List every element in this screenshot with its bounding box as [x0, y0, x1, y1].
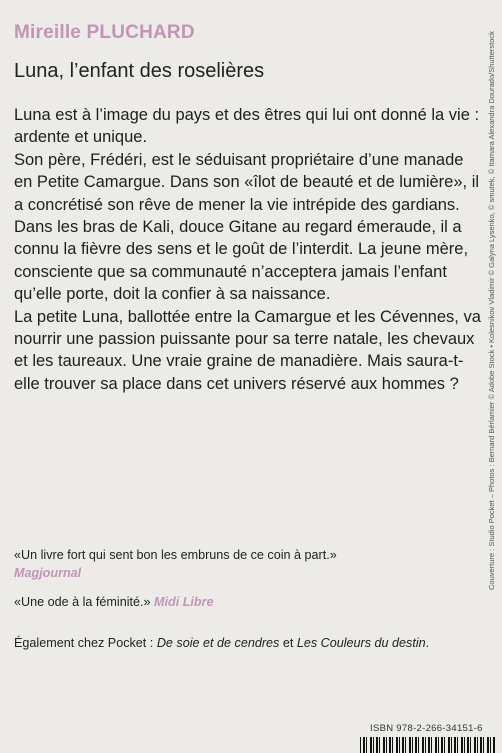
also-book-2: Les Couleurs du destin: [296, 636, 426, 650]
blurb-paragraph-1: Luna est à l’image du pays et des êtres qui lui ont donné la vie : ardente et unique.: [14, 106, 480, 147]
also-joiner: et: [279, 636, 297, 650]
author-name: Mireille PLUCHARD: [14, 22, 195, 43]
quote-text: «Une ode à la féminité.»: [14, 595, 151, 609]
quote-source: Magjournal: [14, 566, 82, 580]
press-quote-2: [14, 593, 484, 611]
also-available: [14, 634, 484, 652]
photo-credits: Couverture : Studio Pocket – Photos : Bernard Bérlamier © Adobe Stock • Kolesnikov Vladimir © Galyna Lysenko, © smutek, © Itamara Alexandra Dourado/Shutterstock: [487, 31, 496, 590]
quote-source: Midi Libre: [154, 595, 214, 609]
blurb-paragraph-2: Son père, Frédéri, est le séduisant propriétaire d’une manade en Petite Camargue. Dans son «îlot de beauté et de lumière», il a concrétisé son rêve de mener la vie intrépide des gardians. Dans les bras de Kali, douce Gitane au regard émeraude, il a connu la fièvre des sens et le goût de l’interdit. La jeune mère, consciente que sa communauté n’acceptera jamais l’enfant qu’elle porte, doit la confier à sa naissance.: [14, 150, 480, 304]
barcode: [360, 737, 496, 753]
book-title: Luna, l’enfant des roselières: [14, 60, 265, 82]
press-quote-1: [14, 546, 484, 582]
isbn-number: ISBN 978-2-266-34151-6: [370, 723, 483, 734]
also-prefix: Également chez Pocket :: [14, 636, 157, 650]
quote-text: «Un livre fort qui sent bon les embruns de ce coin à part.»: [14, 548, 337, 562]
also-book-1: De soie et de cendres: [156, 636, 280, 650]
blurb: [14, 104, 482, 395]
blurb-paragraph-3: La petite Luna, ballottée entre la Camargue et les Cévennes, va nourrir une passion puissante pour sa terre natale, les chevaux et les taureaux. Une vraie graine de manadière. Mais saura-t-elle trouver sa place dans cet univers réservé aux hommes ?: [14, 307, 481, 393]
press-quotes: [14, 546, 484, 622]
also-suffix: .: [425, 636, 430, 650]
